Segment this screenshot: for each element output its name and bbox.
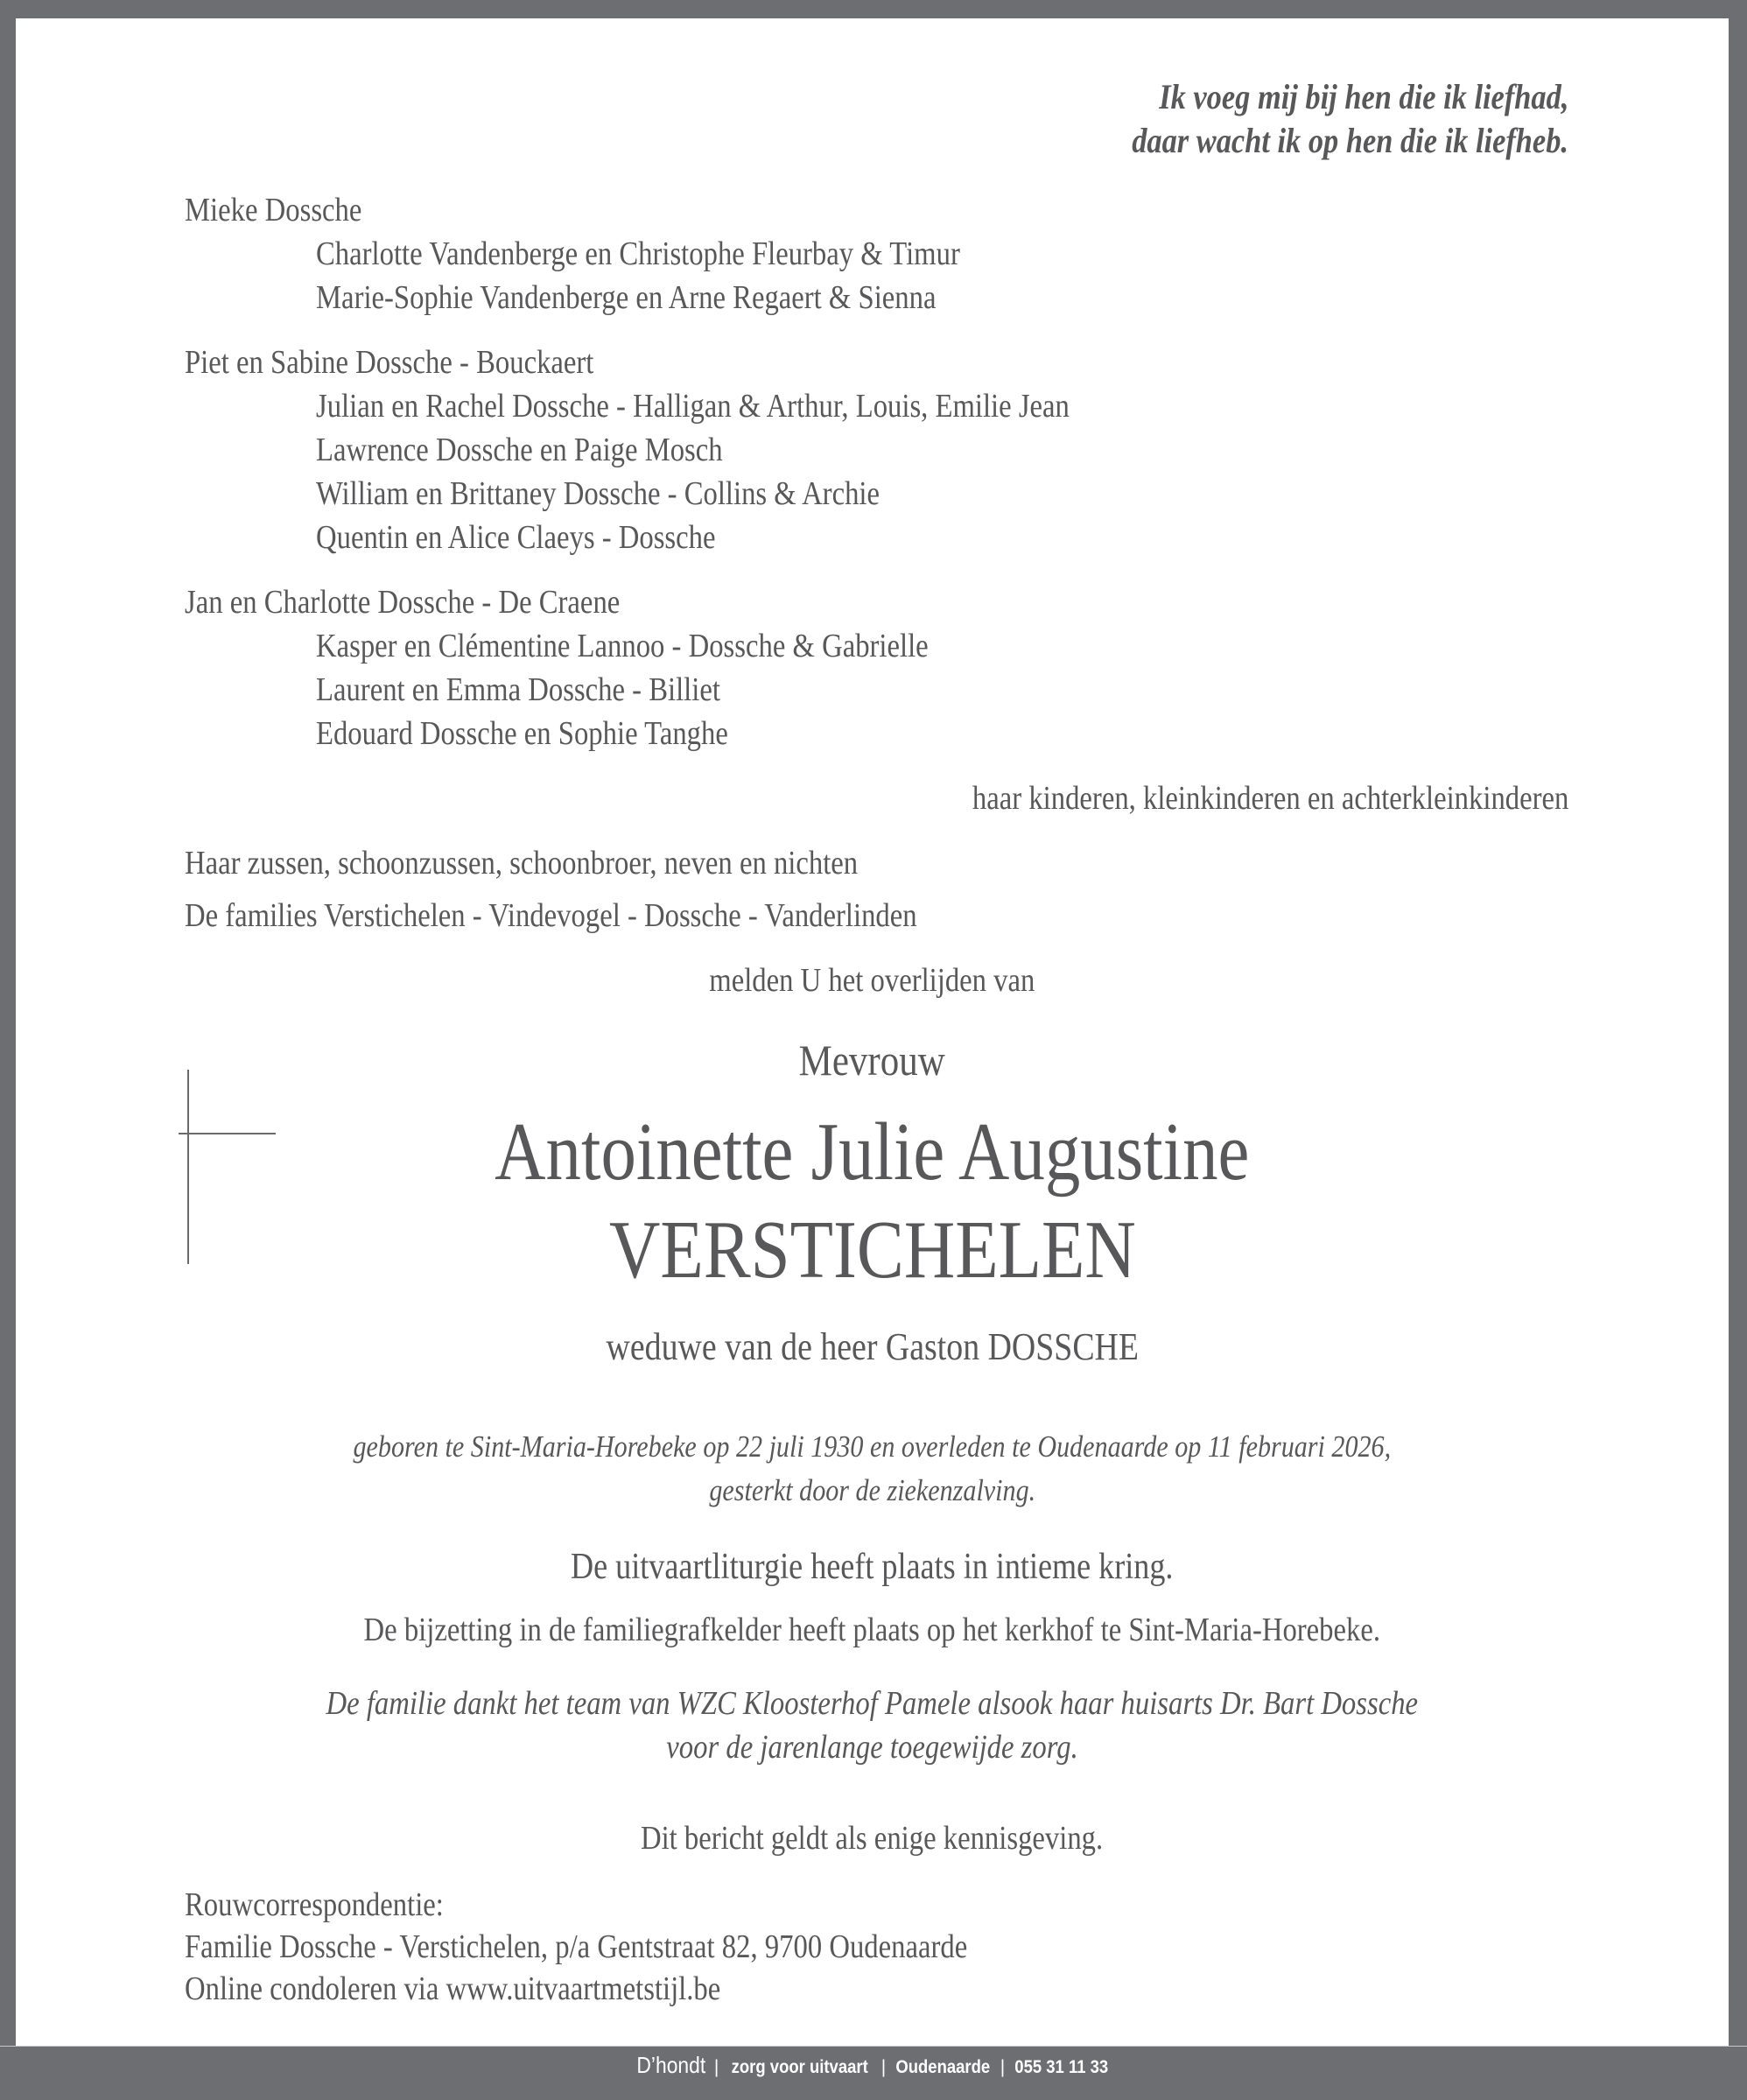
footer-tagline: zorg voor uitvaart [732, 2057, 869, 2077]
quote-line-2: daar wacht ik op hen die ik liefheb. [1132, 121, 1568, 160]
notice: Dit bericht geldt als enige kennisgeving. [641, 1820, 1104, 1857]
family-member: Kasper en Clémentine Lannoo - Dossche & Gabrielle [316, 628, 929, 664]
family-head-1: Mieke Dossche [185, 192, 362, 228]
relation-label: haar kinderen, kleinkinderen en achterkleinkinderen [972, 780, 1568, 817]
family-member: Lawrence Dossche en Paige Mosch [316, 432, 723, 468]
announcement: melden U het overlijden van [709, 962, 1035, 999]
thanks-line-1: De familie dankt het team van WZC Kloosterhof Pamele alsook haar huisarts Dr. Bart Dossche [326, 1685, 1419, 1722]
footer-brand: D’hondt [636, 2052, 706, 2078]
death-notice-page [16, 18, 1729, 2046]
footer-separator: | [881, 2057, 887, 2077]
quote-line-1: Ik voeg mij bij hen die ik liefhad, [1158, 77, 1568, 116]
deceased-spouse: weduwe van de heer Gaston DOSSCHE [606, 1325, 1139, 1368]
family-member: Marie-Sophie Vandenberge en Arne Regaert & Sienna [316, 279, 937, 316]
footer-separator: | [1000, 2057, 1006, 2077]
online-condolence[interactable]: Online condoleren via www.uitvaartmetstijl.be [185, 1970, 721, 2007]
burial-info: De bijzetting in de familiegrafkelder heeft plaats op het kerkhof te Sint-Maria-Horebeke. [363, 1612, 1381, 1648]
footer-separator: | [713, 2057, 719, 2077]
birth-death-line-1: geboren te Sint-Maria-Horebeke op 22 juli 1930 en overleden te Oudenaarde op 11 februari 2026, [353, 1429, 1392, 1464]
family-member: Julian en Rachel Dossche - Halligan & Arthur, Louis, Emilie Jean [316, 388, 1070, 425]
family-member: Edouard Dossche en Sophie Tanghe [316, 715, 728, 752]
relatives-line-1: Haar zussen, schoonzussen, schoonbroer, neven en nichten [185, 845, 859, 881]
liturgy-info: De uitvaartliturgie heeft plaats in intieme kring. [571, 1547, 1174, 1587]
footer-city: Oudenaarde [895, 2057, 991, 2077]
deceased-title: Mevrouw [798, 1036, 946, 1085]
footer-phone: 055 31 11 33 [1014, 2057, 1109, 2077]
family-member: William en Brittaney Dossche - Collins & Archie [316, 475, 881, 512]
family-member: Quentin en Alice Claeys - Dossche [316, 519, 716, 556]
footer-band [0, 2046, 1747, 2100]
family-member: Laurent en Emma Dossche - Billiet [316, 671, 720, 708]
footer-text [0, 2052, 1747, 2079]
deceased-given-names: Antoinette Julie Augustine [495, 1106, 1250, 1197]
family-head-2: Piet en Sabine Dossche - Bouckaert [185, 344, 594, 381]
family-member: Charlotte Vandenberge en Christophe Fleurbay & Timur [316, 235, 960, 272]
family-head-3: Jan en Charlotte Dossche - De Craene [185, 584, 621, 621]
correspondence-label: Rouwcorrespondentie: [185, 1886, 444, 1923]
correspondence-address: Familie Dossche - Verstichelen, p/a Gentstraat 82, 9700 Oudenaarde [185, 1928, 968, 1965]
relatives-line-2: De families Verstichelen - Vindevogel - Dossche - Vanderlinden [185, 897, 917, 934]
birth-death-line-2: gesterkt door de ziekenzalving. [709, 1473, 1035, 1507]
thanks-line-2: voor de jarenlange toegewijde zorg. [666, 1729, 1078, 1766]
deceased-surname: VERSTICHELEN [608, 1205, 1136, 1296]
